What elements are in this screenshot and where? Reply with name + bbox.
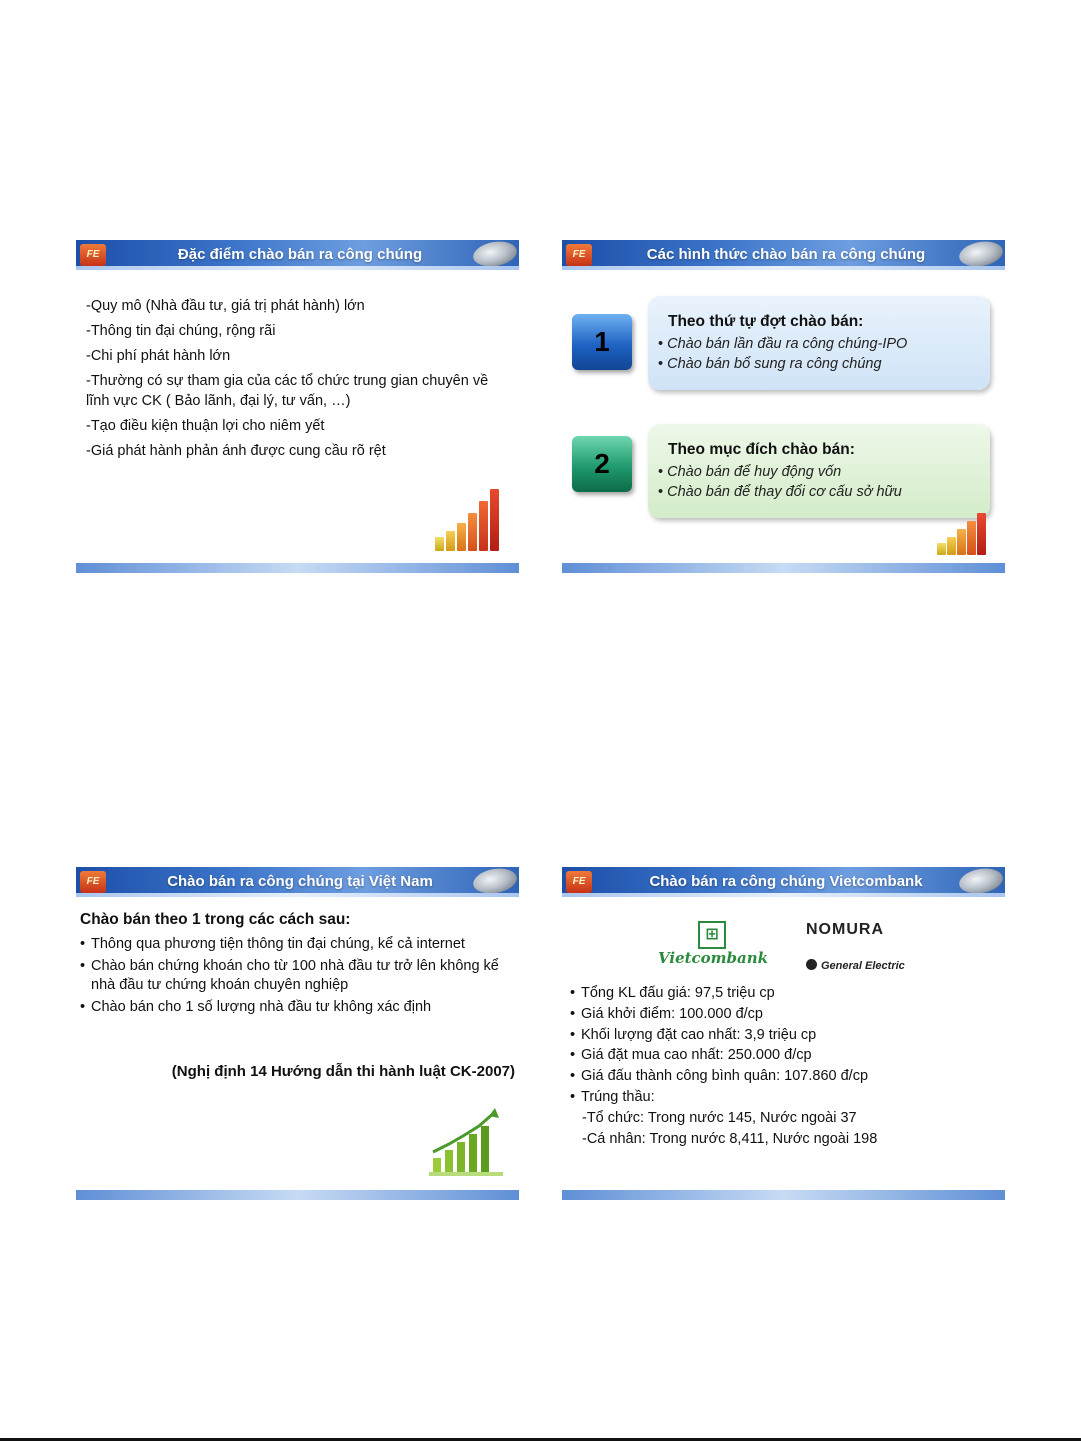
slide-header: [562, 867, 1005, 897]
list-item: • Chào bán để huy động vốn: [658, 462, 902, 482]
slide-footer: [76, 1190, 519, 1200]
slide-offering-forms: [562, 240, 1005, 573]
coin-icon: [957, 867, 1004, 897]
auction-facts-list: [570, 983, 1000, 1149]
sub-item: -Cá nhân: Trong nước 8,411, Nước ngoài 198: [582, 1130, 878, 1147]
offering-form-box-1: [648, 296, 990, 390]
slide-footer: [562, 563, 1005, 573]
ge-logo-text: General Electric: [821, 960, 905, 972]
slide-footer: [562, 1190, 1005, 1200]
list-item: -Tạo điều kiện thuận lợi cho niêm yết: [86, 418, 325, 434]
fe-logo: FE: [80, 871, 106, 893]
sub-item: -Tổ chức: Trong nước 145, Nước ngoài 37: [582, 1109, 857, 1126]
list-item: • Thông qua phương tiện thông tin đại chúng, kể cả internet: [80, 935, 510, 954]
slide-header: [76, 240, 519, 270]
fe-logo: FE: [566, 871, 592, 893]
slide-title: Chào bán ra công chúng tại Việt Nam: [167, 873, 433, 890]
vietcombank-emblem-icon: ⊞: [698, 921, 726, 949]
list-item: -Thường có sự tham gia của các tổ chức trung gian chuyên về lĩnh vực CK ( Bảo lãnh, đại lý, tư vấn, …): [86, 373, 489, 409]
vietcombank-logo: Vietcombank: [658, 949, 769, 967]
coin-icon: [957, 240, 1004, 270]
characteristics-list: [86, 296, 501, 466]
coin-icon: [471, 240, 518, 270]
list-item: • Chào bán cho 1 số lượng nhà đầu tư không xác định: [80, 998, 510, 1017]
list-item: -Chi phí phát hành lớn: [86, 348, 231, 364]
list-item: • Khối lượng đặt cao nhất: 3,9 triệu cp: [570, 1025, 1000, 1046]
nomura-logo: NOMURA: [806, 921, 884, 938]
list-item: • Chào bán lần đầu ra công chúng-IPO: [658, 334, 907, 354]
number-badge-1: 1: [572, 314, 632, 370]
fe-logo: FE: [566, 244, 592, 266]
legal-reference: (Nghị định 14 Hướng dẫn thi hành luật CK-2007): [171, 1063, 515, 1080]
list-item: -Giá phát hành phản ánh được cung cầu rõ rệt: [86, 443, 386, 459]
list-item: • Tổng KL đấu giá: 97,5 triệu cp: [570, 983, 1000, 1004]
slide-vietcombank: [562, 867, 1005, 1200]
list-item: • Chào bán để thay đổi cơ cấu sở hữu: [658, 482, 902, 502]
box-heading: Theo thứ tự đợt chào bán:: [668, 313, 864, 330]
list-item: • Trúng thầu:: [570, 1087, 1000, 1108]
list-item: • Giá đặt mua cao nhất: 250.000 đ/cp: [570, 1045, 1000, 1066]
list-item: • Chào bán chứng khoán cho từ 100 nhà đầu tư trở lên không kể nhà đầu tư chứng khoán chuyên nghiệp: [80, 957, 510, 995]
list-item: • Chào bán bổ sung ra công chúng: [658, 354, 907, 374]
box-heading: Theo mục đích chào bán:: [668, 441, 855, 458]
slide-footer: [76, 563, 519, 573]
bar-chart-icon: [435, 485, 501, 551]
growth-chart-icon: [429, 1106, 503, 1178]
box-items: [658, 462, 902, 502]
section-heading: Chào bán theo 1 trong các cách sau:: [80, 911, 351, 928]
fe-logo: FE: [80, 244, 106, 266]
slide-title: Các hình thức chào bán ra công chúng: [646, 246, 926, 263]
slide-title: Đặc điểm chào bán ra công chúng: [177, 246, 423, 263]
list-item: • Giá đấu thành công bình quân: 107.860 đ/cp: [570, 1066, 1000, 1087]
bullet-list: [80, 935, 510, 1020]
slide-characteristics: [76, 240, 519, 573]
list-item: • Giá khởi điểm: 100.000 đ/cp: [570, 1004, 1000, 1025]
slide-header: [562, 240, 1005, 270]
bar-chart-icon: [937, 505, 993, 555]
number-badge-2: 2: [572, 436, 632, 492]
coin-icon: [471, 867, 518, 897]
slide-title: Chào bán ra công chúng Vietcombank: [649, 873, 923, 890]
ge-icon: [806, 959, 817, 970]
list-item: -Thông tin đại chúng, rộng rãi: [86, 323, 276, 339]
offering-form-box-2: [648, 424, 990, 518]
box-items: [658, 334, 907, 374]
slide-vietnam-offering: [76, 867, 519, 1200]
list-item: -Quy mô (Nhà đầu tư, giá trị phát hành) lớn: [86, 298, 365, 314]
slide-header: [76, 867, 519, 897]
general-electric-logo: [806, 959, 905, 972]
